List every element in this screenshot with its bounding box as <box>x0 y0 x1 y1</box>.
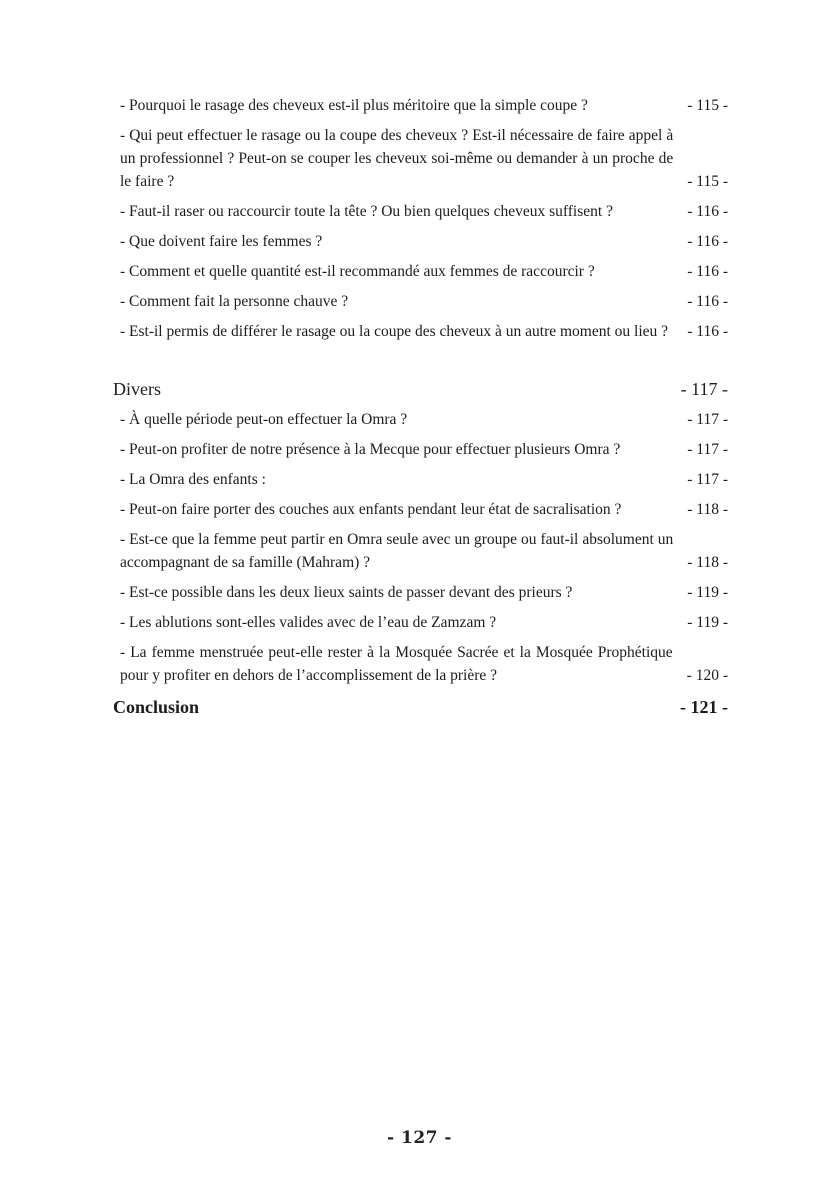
toc-section-heading-conclusion <box>113 694 728 720</box>
toc-entry <box>120 611 728 634</box>
toc-entry-page: - 116 - <box>687 203 728 220</box>
toc-entry <box>120 528 728 574</box>
toc-entry-page: - 116 - <box>687 323 728 340</box>
toc-section-heading-divers <box>113 376 728 402</box>
toc-section-heading-label: Conclusion <box>113 697 200 717</box>
page-number-footer: - 127 - <box>387 1128 452 1148</box>
toc-entry-text: - Est-il permis de différer le rasage ou la coupe des cheveux à un autre moment ou lieu ? <box>120 323 669 340</box>
toc-entry-text: - Est-ce possible dans les deux lieux saints de passer devant des prieurs ? <box>120 584 573 601</box>
toc-entry-text: - Pourquoi le rasage des cheveux est-il plus méritoire que la simple coupe ? <box>120 97 588 114</box>
toc-entry-page: - 118 - <box>687 501 728 518</box>
toc-entry-text: - Comment et quelle quantité est-il recommandé aux femmes de raccourcir ? <box>120 263 595 280</box>
toc-entry <box>120 230 728 253</box>
toc-entry <box>120 581 728 604</box>
toc-entry-text: - Est-ce que la femme peut partir en Omra seule avec un groupe ou faut-il absolument un accompagnant de sa famille (Mahram) ? <box>120 531 674 571</box>
toc-entry-page: - 117 - <box>687 471 728 488</box>
toc-entry-page: - 116 - <box>687 263 728 280</box>
toc-entry <box>120 438 728 461</box>
toc-section-heading-label: Divers <box>113 379 161 399</box>
toc-entry-text: - Que doivent faire les femmes ? <box>120 233 323 250</box>
toc-entry-text: - La femme menstruée peut-elle rester à la Mosquée Sacrée et la Mosquée Prophétique pour y profiter en dehors de l’accomplissement de la prière ? <box>120 644 673 684</box>
toc-entry <box>120 641 728 687</box>
toc-entry-text: - Peut-on profiter de notre présence à la Mecque pour effectuer plusieurs Omra ? <box>120 441 621 458</box>
toc-entry-text: - Qui peut effectuer le rasage ou la coupe des cheveux ? Est-il nécessaire de faire appel à un professionnel ? Peut-on se couper les cheveux soi-même ou demander à un proche de le faire ? <box>120 127 674 190</box>
toc-entry-text: - Comment fait la personne chauve ? <box>120 293 349 310</box>
toc-entry <box>120 260 728 283</box>
toc-entry-page: - 117 - <box>687 441 728 458</box>
toc-entry-text: - Faut-il raser ou raccourcir toute la tête ? Ou bien quelques cheveux suffisent ? <box>120 203 613 220</box>
toc-entry <box>120 498 728 521</box>
toc-entry-page: - 115 - <box>687 97 728 114</box>
toc-entry <box>120 94 728 117</box>
toc-entry-page: - 116 - <box>687 233 728 250</box>
toc-entry <box>120 290 728 313</box>
toc-entry-page: - 117 - <box>687 411 728 428</box>
toc-entry-text: - La Omra des enfants : <box>120 471 266 488</box>
toc-entry-page: - 119 - <box>687 584 728 601</box>
toc-entry-text: - Peut-on faire porter des couches aux enfants pendant leur état de sacralisation ? <box>120 501 622 518</box>
toc-entry <box>120 200 728 223</box>
toc-entry <box>120 124 728 193</box>
toc-entry <box>120 468 728 491</box>
toc-entry-text: - Les ablutions sont-elles valides avec de l’eau de Zamzam ? <box>120 614 497 631</box>
toc-entry <box>120 408 728 431</box>
toc-section-heading-page: - 117 - <box>680 379 728 399</box>
toc-entry-page: - 118 - <box>687 554 728 571</box>
toc-entry-page: - 119 - <box>687 614 728 631</box>
toc-entry-page: - 116 - <box>687 293 728 310</box>
toc-entry-page: - 120 - <box>686 667 728 684</box>
toc-entry <box>120 320 728 343</box>
toc-entry-page: - 115 - <box>687 173 728 190</box>
toc-section-heading-page: - 121 - <box>680 697 728 717</box>
toc-entry-text: - À quelle période peut-on effectuer la Omra ? <box>120 411 408 428</box>
toc-content <box>113 94 728 726</box>
